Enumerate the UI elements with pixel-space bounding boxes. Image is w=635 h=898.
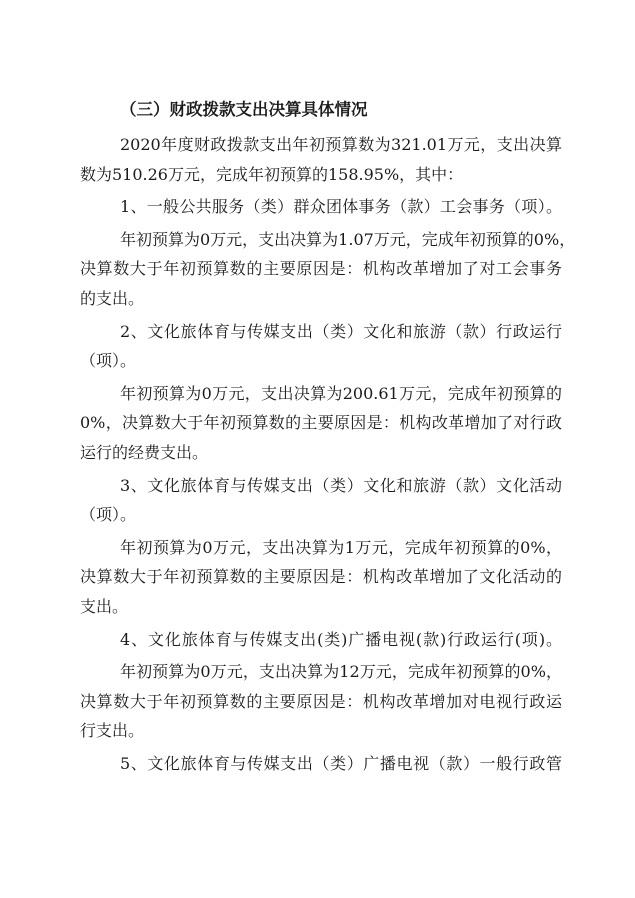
paragraph-line: 年初预算为0万元，支出决算为12万元，完成年初预算的0%，: [120, 662, 562, 682]
paragraph: [80, 317, 562, 376]
paragraph-line: 决算数大于年初预算数的主要原因是：机构改革增加对电视行政运: [80, 691, 562, 711]
paragraph-line: 决算数大于年初预算数的主要原因是：机构改革增加了对工会事务: [80, 259, 562, 279]
paragraph-line: （项）。: [80, 505, 137, 525]
paragraph-line: 年初预算为0万元，支出决算为1万元，完成年初预算的0%，: [120, 537, 562, 557]
paragraph-list: [80, 130, 576, 778]
paragraph-line: 4、文化旅体育与传媒支出(类)广播电视(款)行政运行(项)。: [120, 629, 562, 649]
paragraph: [80, 625, 562, 655]
paragraph: [80, 657, 562, 746]
paragraph-line: 年初预算为0万元，支出决算为1.07万元，完成年初预算的0%，: [120, 229, 576, 249]
paragraph-line: （项）。: [80, 351, 137, 371]
paragraph-line: 5、文化旅体育与传媒支出（类）广播电视（款）一般行政管: [120, 753, 562, 773]
paragraph-line: 2、文化旅体育与传媒支出（类）文化和旅游（款）行政运行: [120, 321, 562, 341]
paragraph-line: 0%，决算数大于年初预算数的主要原因是：机构改革增加了对行政: [80, 413, 562, 433]
paragraph-line: 2020年度财政拨款支出年初预算数为321.01万元，支出决算: [120, 135, 562, 154]
paragraph: [80, 471, 562, 530]
document-body: [80, 90, 576, 778]
paragraph: [80, 130, 562, 189]
paragraph-line: 决算数大于年初预算数的主要原因是：机构改革增加了文化活动的: [80, 567, 562, 587]
paragraph: [80, 225, 576, 314]
paragraph-line: 支出。: [80, 596, 129, 616]
paragraph-line: 年初预算为0万元，支出决算为200.61万元，完成年初预算的: [120, 383, 562, 403]
paragraph-line: 1、一般公共服务（类）群众团体事务（款）工会事务（项）。: [120, 197, 562, 217]
paragraph: [80, 379, 562, 468]
paragraph-line: 行支出。: [80, 721, 145, 741]
paragraph-line: 数为510.26万元，完成年初预算的158.95%，其中：: [80, 164, 464, 184]
paragraph: [80, 749, 562, 779]
paragraph: [80, 192, 562, 222]
paragraph: [80, 533, 562, 622]
section-heading: （三）财政拨款支出决算具体情况: [120, 100, 368, 119]
paragraph-line: 运行的经费支出。: [80, 442, 209, 462]
paragraph-line: 的支出。: [80, 288, 145, 308]
paragraph-line: 3、文化旅体育与传媒支出（类）文化和旅游（款）文化活动: [120, 475, 562, 495]
